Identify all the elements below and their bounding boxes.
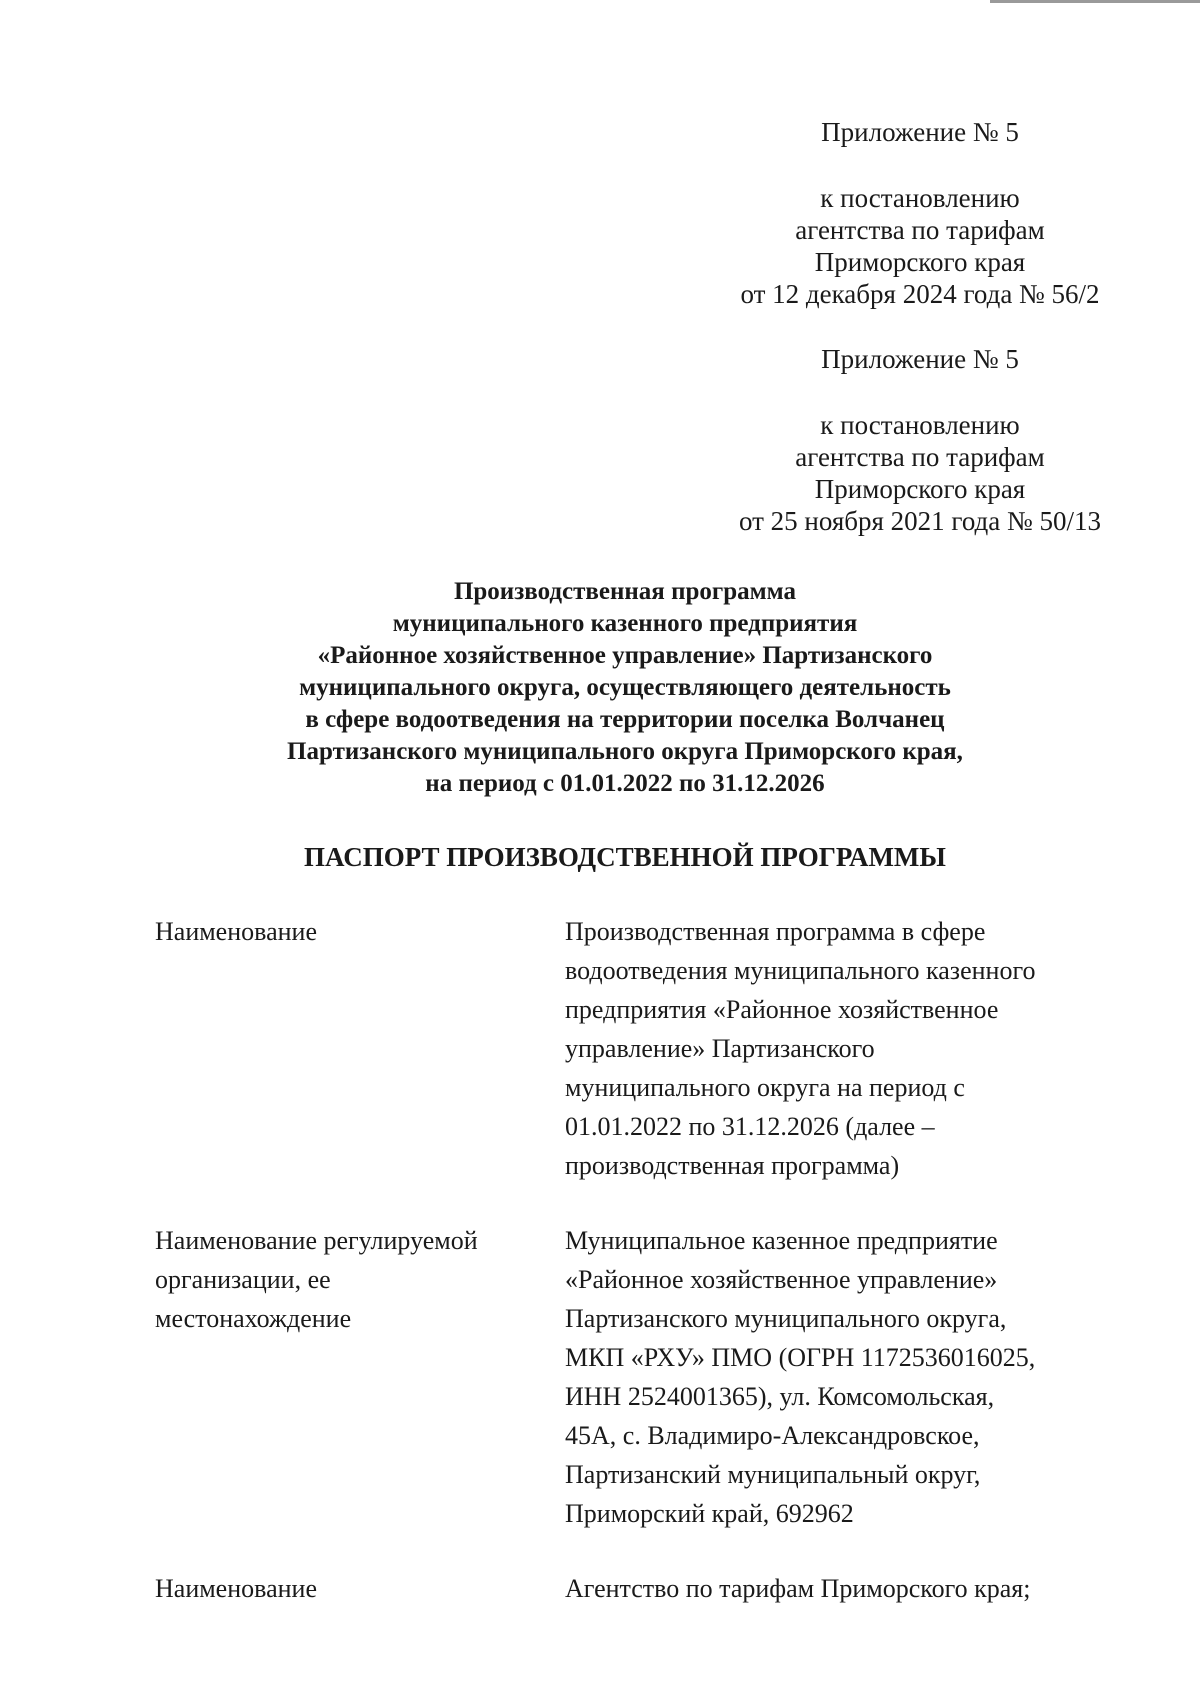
row-label xyxy=(155,912,565,1185)
approval-stamp-2024 xyxy=(720,116,1120,310)
approval-line: Приморского края xyxy=(814,474,1026,504)
value-line: «Районное хозяйственное управление» xyxy=(565,1265,998,1294)
label-line: Наименование xyxy=(155,917,317,946)
title-line: Производственная программа xyxy=(453,578,797,605)
approval-date-line: от 12 декабря 2024 года № 56/2 xyxy=(740,279,1100,309)
approval-line: к постановлению xyxy=(820,183,1020,213)
appendix-number: Приложение № 5 xyxy=(821,344,1019,374)
scan-edge-mark xyxy=(990,0,1200,3)
value-line: ИНН 2524001365), ул. Комсомольская, xyxy=(565,1382,995,1411)
value-line: производственная программа) xyxy=(565,1151,900,1180)
value-line: Партизанского муниципального округа, xyxy=(565,1304,1007,1333)
value-line: МКП «РХУ» ПМО (ОГРН 1172536016025, xyxy=(565,1343,1036,1372)
row-label xyxy=(155,1221,565,1533)
passport-heading: ПАСПОРТ ПРОИЗВОДСТВЕННОЙ ПРОГРАММЫ xyxy=(304,842,946,872)
approval-date-line: от 25 ноября 2021 года № 50/13 xyxy=(738,506,1102,536)
value-line: Агентство по тарифам Приморского края; xyxy=(565,1574,1031,1603)
row-value xyxy=(565,1221,1115,1533)
title-line: на период с 01.01.2022 по 31.12.2026 xyxy=(425,770,825,797)
approval-line: Приморского края xyxy=(814,247,1026,277)
title-line: муниципального казенного предприятия xyxy=(392,610,858,637)
value-line: управление» Партизанского xyxy=(565,1034,875,1063)
passport-row-regulator xyxy=(155,1569,1115,1608)
label-line: Наименование xyxy=(155,1574,317,1603)
title-line: «Районное хозяйственное управление» Партизанского xyxy=(317,642,933,669)
row-value xyxy=(565,912,1115,1185)
value-line: 01.01.2022 по 31.12.2026 (далее – xyxy=(565,1112,935,1141)
value-line: Муниципальное казенное предприятие xyxy=(565,1226,998,1255)
title-line: Партизанского муниципального округа Приморского края, xyxy=(287,738,963,765)
title-line: в сфере водоотведения на территории поселка Волчанец xyxy=(305,706,945,733)
label-line: организации, ее xyxy=(155,1265,331,1294)
value-line: Партизанский муниципальный округ, xyxy=(565,1460,981,1489)
document-title xyxy=(150,576,1100,800)
value-line: 45А, с. Владимиро-Александровское, xyxy=(565,1421,980,1450)
passport-row-program-name xyxy=(155,912,1115,1185)
approval-line: агентства по тарифам xyxy=(795,215,1045,245)
value-line: муниципального округа на период с xyxy=(565,1073,965,1102)
label-line: местонахождение xyxy=(155,1304,352,1333)
value-line: Приморский край, 692962 xyxy=(565,1499,854,1528)
value-line: водоотведения муниципального казенного xyxy=(565,956,1036,985)
approval-line: к постановлению xyxy=(820,410,1020,440)
value-line: Производственная программа в сфере xyxy=(565,917,986,946)
value-line: предприятия «Районное хозяйственное xyxy=(565,995,999,1024)
row-label xyxy=(155,1569,565,1608)
passport-table xyxy=(155,912,1115,1644)
label-line: Наименование регулируемой xyxy=(155,1226,478,1255)
title-line: муниципального округа, осуществляющего деятельность xyxy=(299,674,951,701)
appendix-number: Приложение № 5 xyxy=(821,117,1019,147)
approval-line: агентства по тарифам xyxy=(795,442,1045,472)
row-value xyxy=(565,1569,1115,1608)
approval-stamp-2021 xyxy=(720,343,1120,537)
passport-row-organization xyxy=(155,1221,1115,1533)
